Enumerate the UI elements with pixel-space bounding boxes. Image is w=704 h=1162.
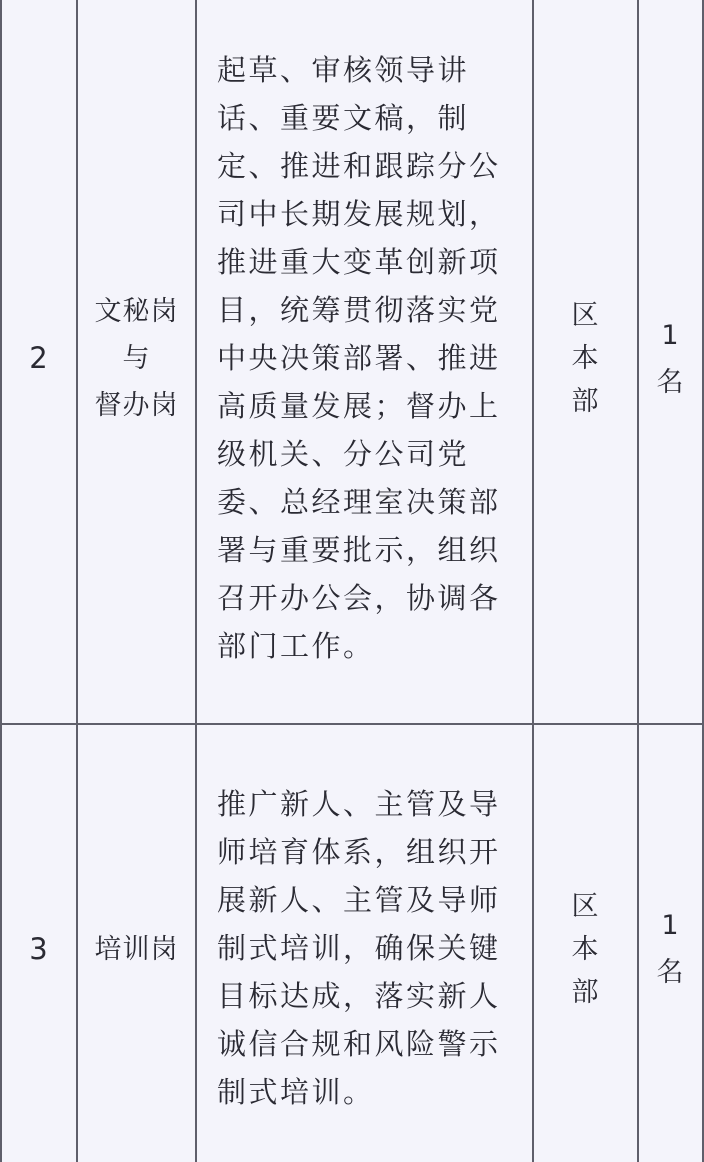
position-name-line: 培训岗 bbox=[94, 933, 179, 965]
job-description: 起草、审核领导讲话、重要文稿，制定、推进和跟踪分公司中长期发展规划，推进重大变革创新项目，统筹贯彻落实党中央决策部署、推进高质量发展；督办上级机关、分公司党委、总经理室决策部署与重要批示，组织召开办公会，协调各部门工作。 bbox=[196, 0, 533, 724]
work-location-line: 本 bbox=[571, 933, 600, 965]
position-name bbox=[77, 724, 196, 1162]
headcount-line: 1 bbox=[661, 910, 680, 941]
position-name bbox=[77, 0, 196, 724]
position-name-line: 与 bbox=[122, 343, 151, 374]
work-location-line: 区 bbox=[571, 890, 600, 922]
row-number: 3 bbox=[1, 724, 77, 1162]
work-location-line: 本 bbox=[571, 343, 600, 374]
headcount-line: 名 bbox=[656, 957, 685, 988]
position-name-line: 督办岗 bbox=[94, 390, 179, 421]
work-location-line: 区 bbox=[571, 300, 600, 331]
position-name-line: 文秘岗 bbox=[94, 296, 179, 327]
work-location bbox=[533, 0, 638, 724]
table-row bbox=[1, 0, 703, 724]
headcount-line: 1 bbox=[661, 319, 680, 351]
job-description: 推广新人、主管及导师培育体系，组织开展新人、主管及导师制式培训，确保关键目标达成，落实新人诚信合规和风险警示制式培训。 bbox=[196, 724, 533, 1162]
work-location-line: 部 bbox=[571, 386, 600, 417]
headcount bbox=[638, 724, 703, 1162]
work-location-line: 部 bbox=[571, 976, 600, 1008]
table-row bbox=[1, 724, 703, 1162]
headcount-line: 名 bbox=[656, 366, 685, 398]
row-number: 2 bbox=[1, 0, 77, 724]
headcount bbox=[638, 0, 703, 724]
work-location bbox=[533, 724, 638, 1162]
